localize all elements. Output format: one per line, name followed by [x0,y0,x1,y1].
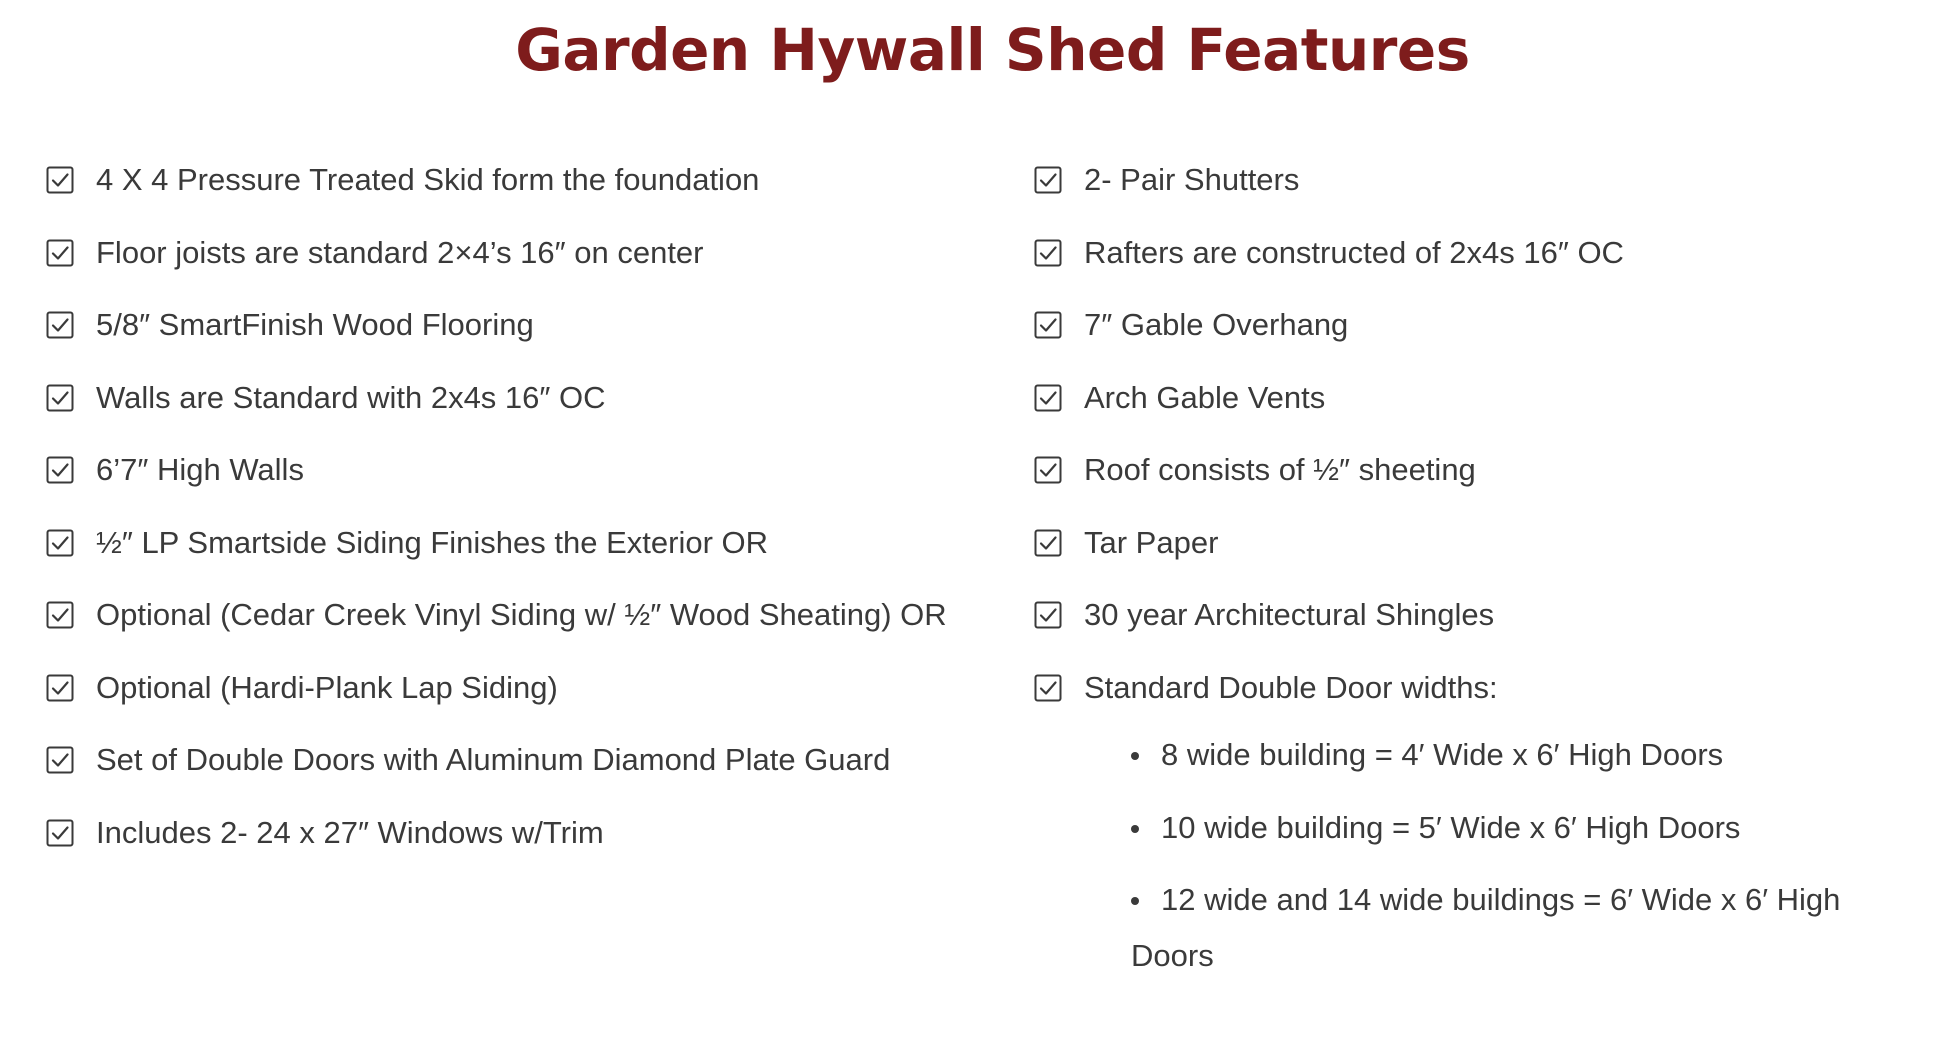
door-width-text: 10 wide building = 5′ Wide x 6′ High Doors [1161,809,1741,845]
feature-item [46,370,986,426]
feature-item [46,732,916,788]
door-width-item [1131,800,1911,856]
checkbox-checked-icon [46,529,74,557]
door-width-text: 8 wide building = 4′ Wide x 6′ High Doors [1161,737,1724,772]
checkbox-checked-icon [46,674,74,702]
checkbox-checked-icon [46,456,74,484]
checkbox-checked-icon [1034,529,1062,557]
feature-item [1034,297,1914,353]
feature-item [46,587,986,643]
feature-item [46,225,986,281]
feature-text: 4 X 4 Pressure Treated Skid form the foundation [96,162,760,197]
feature-item [46,660,986,716]
checkbox-checked-icon [46,384,74,412]
feature-item [46,297,986,353]
feature-text: Includes 2- 24 x 27″ Windows w/Trim [96,814,604,850]
checkbox-checked-icon [46,166,74,194]
door-width-text: 12 wide and 14 wide buildings = 6′ Wide x 6′ High Doors [1131,882,1841,973]
checkbox-checked-icon [1034,311,1062,339]
feature-text: Standard Double Door widths: [1084,669,1498,705]
checkbox-checked-icon [1034,166,1062,194]
feature-text: Set of Double Doors with Aluminum Diamond Plate Guard [96,742,891,777]
feature-text: Arch Gable Vents [1084,379,1326,415]
feature-text: Tar Paper [1084,524,1219,560]
feature-item [1034,225,1914,281]
feature-text: Walls are Standard with 2x4s 16″ OC [96,379,606,415]
checkbox-checked-icon [46,311,74,339]
door-width-item [1131,872,1911,984]
feature-item [1034,370,1914,426]
feature-text: Floor joists are standard 2×4’s 16″ on center [96,234,704,270]
feature-item [46,515,986,571]
feature-text: Rafters are constructed of 2x4s 16″ OC [1084,234,1624,270]
feature-text: 5/8″ SmartFinish Wood Flooring [96,307,534,342]
right-feature-list [1034,152,1914,732]
feature-text: Optional (Cedar Creek Vinyl Siding w/ ½″ Wood Sheating) OR [96,597,947,632]
checkbox-checked-icon [46,239,74,267]
door-width-list [1131,727,1911,1001]
feature-item [1034,442,1914,498]
feature-item [46,805,986,861]
bullet-dot-icon [1131,752,1139,760]
feature-text: ½″ LP Smartside Siding Finishes the Exterior OR [96,524,769,560]
feature-item [46,442,986,498]
checkbox-checked-icon [46,601,74,629]
feature-text: 30 year Architectural Shingles [1084,597,1495,632]
feature-item [46,152,986,208]
checkbox-checked-icon [1034,239,1062,267]
door-width-item [1131,727,1911,783]
feature-text: Optional (Hardi-Plank Lap Siding) [96,669,558,705]
checkbox-checked-icon [46,746,74,774]
left-feature-list [46,152,986,877]
feature-text: 6’7″ High Walls [96,452,304,487]
checkbox-checked-icon [1034,674,1062,702]
feature-item [1034,515,1914,571]
feature-item [1034,660,1914,716]
feature-text: 7″ Gable Overhang [1084,307,1349,342]
bullet-dot-icon [1131,825,1139,833]
checkbox-checked-icon [46,819,74,847]
feature-text: 2- Pair Shutters [1084,162,1300,197]
feature-item [1034,152,1914,208]
bullet-dot-icon [1131,897,1139,905]
checkbox-checked-icon [1034,601,1062,629]
feature-text: Roof consists of ½″ sheeting [1084,452,1476,487]
checkbox-checked-icon [1034,384,1062,412]
page-title: Garden Hywall Shed Features [515,16,1470,84]
feature-item [1034,587,1914,643]
checkbox-checked-icon [1034,456,1062,484]
